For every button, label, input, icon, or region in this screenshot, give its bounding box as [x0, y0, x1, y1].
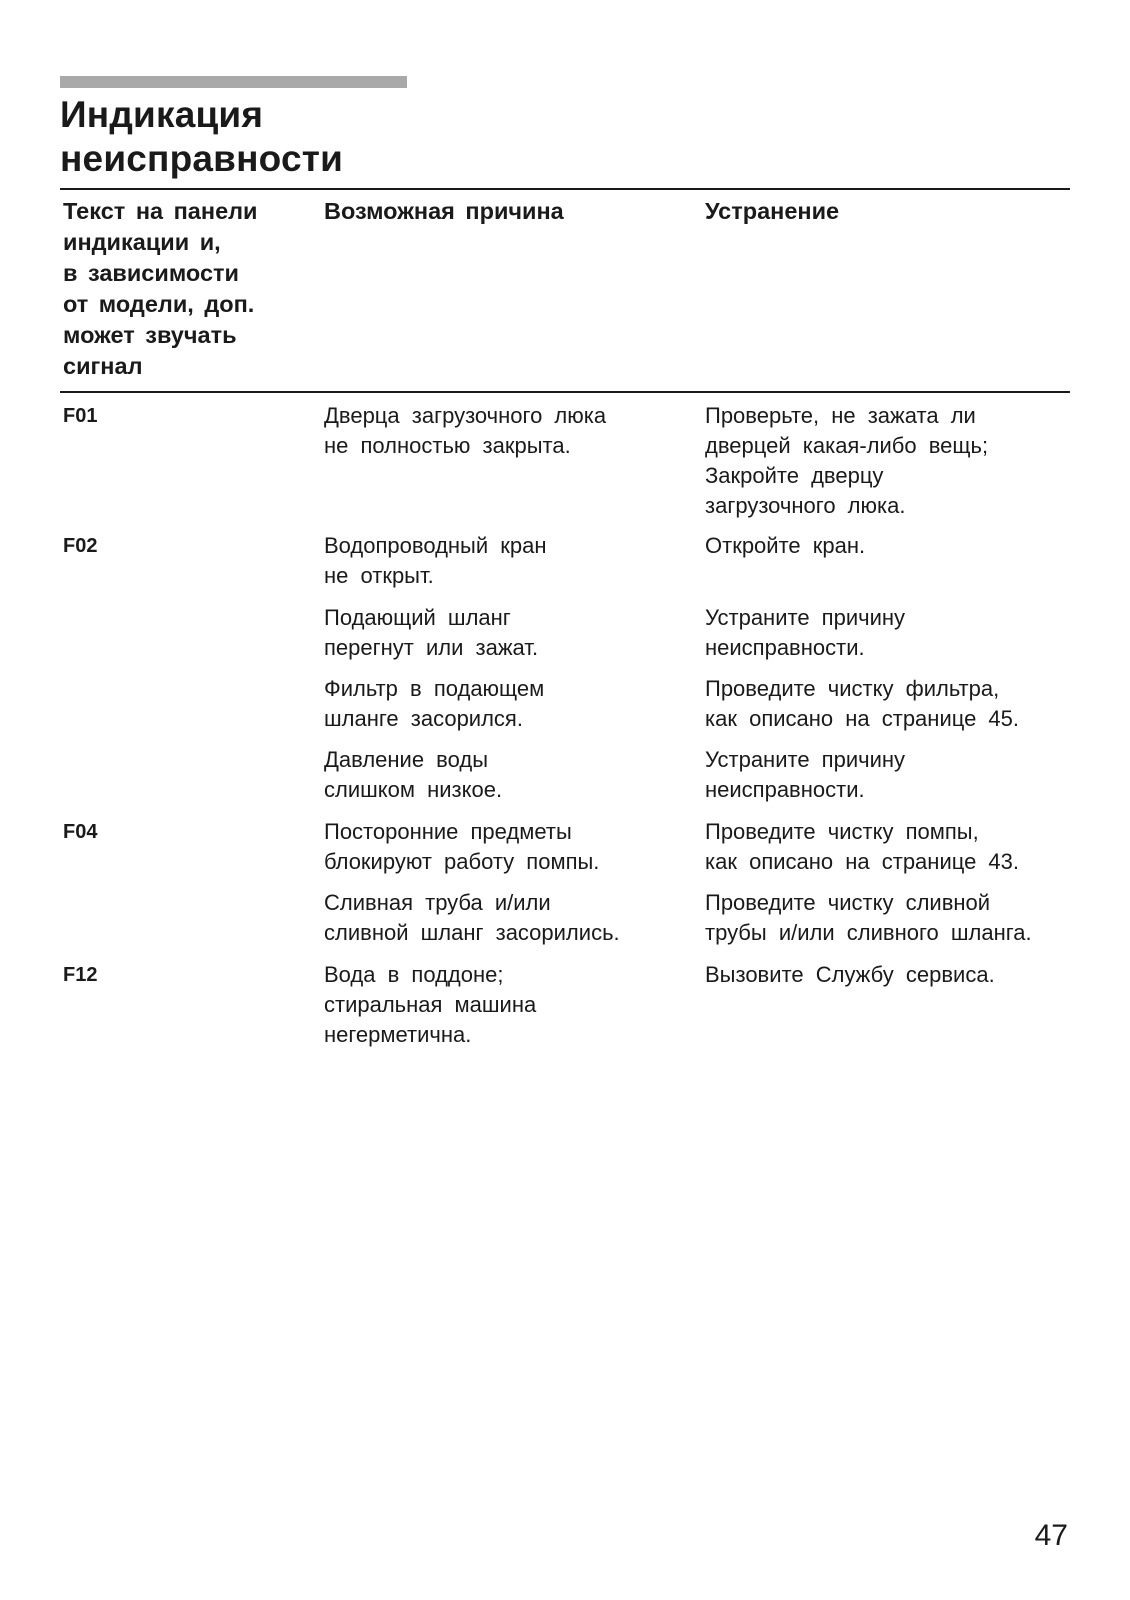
remedy-cell: Проведите чистку помпы, как описано на странице 43.: [705, 819, 1020, 874]
table-header-rule: [60, 391, 1070, 393]
header-cause: Возможная причина: [324, 198, 564, 224]
section-marker-bar: [60, 76, 407, 88]
cause-cell: Вода в поддоне; стиральная машина негерметична.: [324, 962, 537, 1047]
remedy-cell: Проведите чистку фильтра, как описано на странице 45.: [705, 676, 1020, 731]
page-title: Индикация неисправности: [60, 94, 344, 179]
remedy-cell: Устраните причину неисправности.: [705, 747, 906, 802]
header-display-text: Текст на панели индикации и, в зависимости от модели, доп. может звучать сигнал: [63, 198, 258, 379]
header-remedy: Устранение: [705, 198, 840, 224]
cause-cell: Водопроводный кран не открыт.: [324, 533, 547, 588]
error-code-f01: F01: [63, 405, 98, 427]
error-code-f12: F12: [63, 964, 98, 986]
table-top-rule: [60, 188, 1070, 190]
cause-cell: Сливная труба и/или сливной шланг засорились.: [324, 890, 620, 945]
error-code-f04: F04: [63, 821, 98, 843]
remedy-cell: Проверьте, не зажата ли дверцей какая-либо вещь; Закройте дверцу загрузочного люка.: [705, 403, 989, 518]
cause-cell: Дверца загрузочного люка не полностью закрыта.: [324, 403, 607, 458]
cause-cell: Давление воды слишком низкое.: [324, 747, 503, 802]
remedy-cell: Вызовите Службу сервиса.: [705, 962, 995, 987]
error-code-f02: F02: [63, 535, 98, 557]
cause-cell: Посторонние предметы блокируют работу помпы.: [324, 819, 600, 874]
remedy-cell: Проведите чистку сливной трубы и/или сливного шланга.: [705, 890, 1032, 945]
remedy-cell: Откройте кран.: [705, 533, 866, 558]
cause-cell: Подающий шланг перегнут или зажат.: [324, 605, 539, 660]
cause-cell: Фильтр в подающем шланге засорился.: [324, 676, 545, 731]
page-number: 47: [1034, 1519, 1068, 1552]
remedy-cell: Устраните причину неисправности.: [705, 605, 906, 660]
